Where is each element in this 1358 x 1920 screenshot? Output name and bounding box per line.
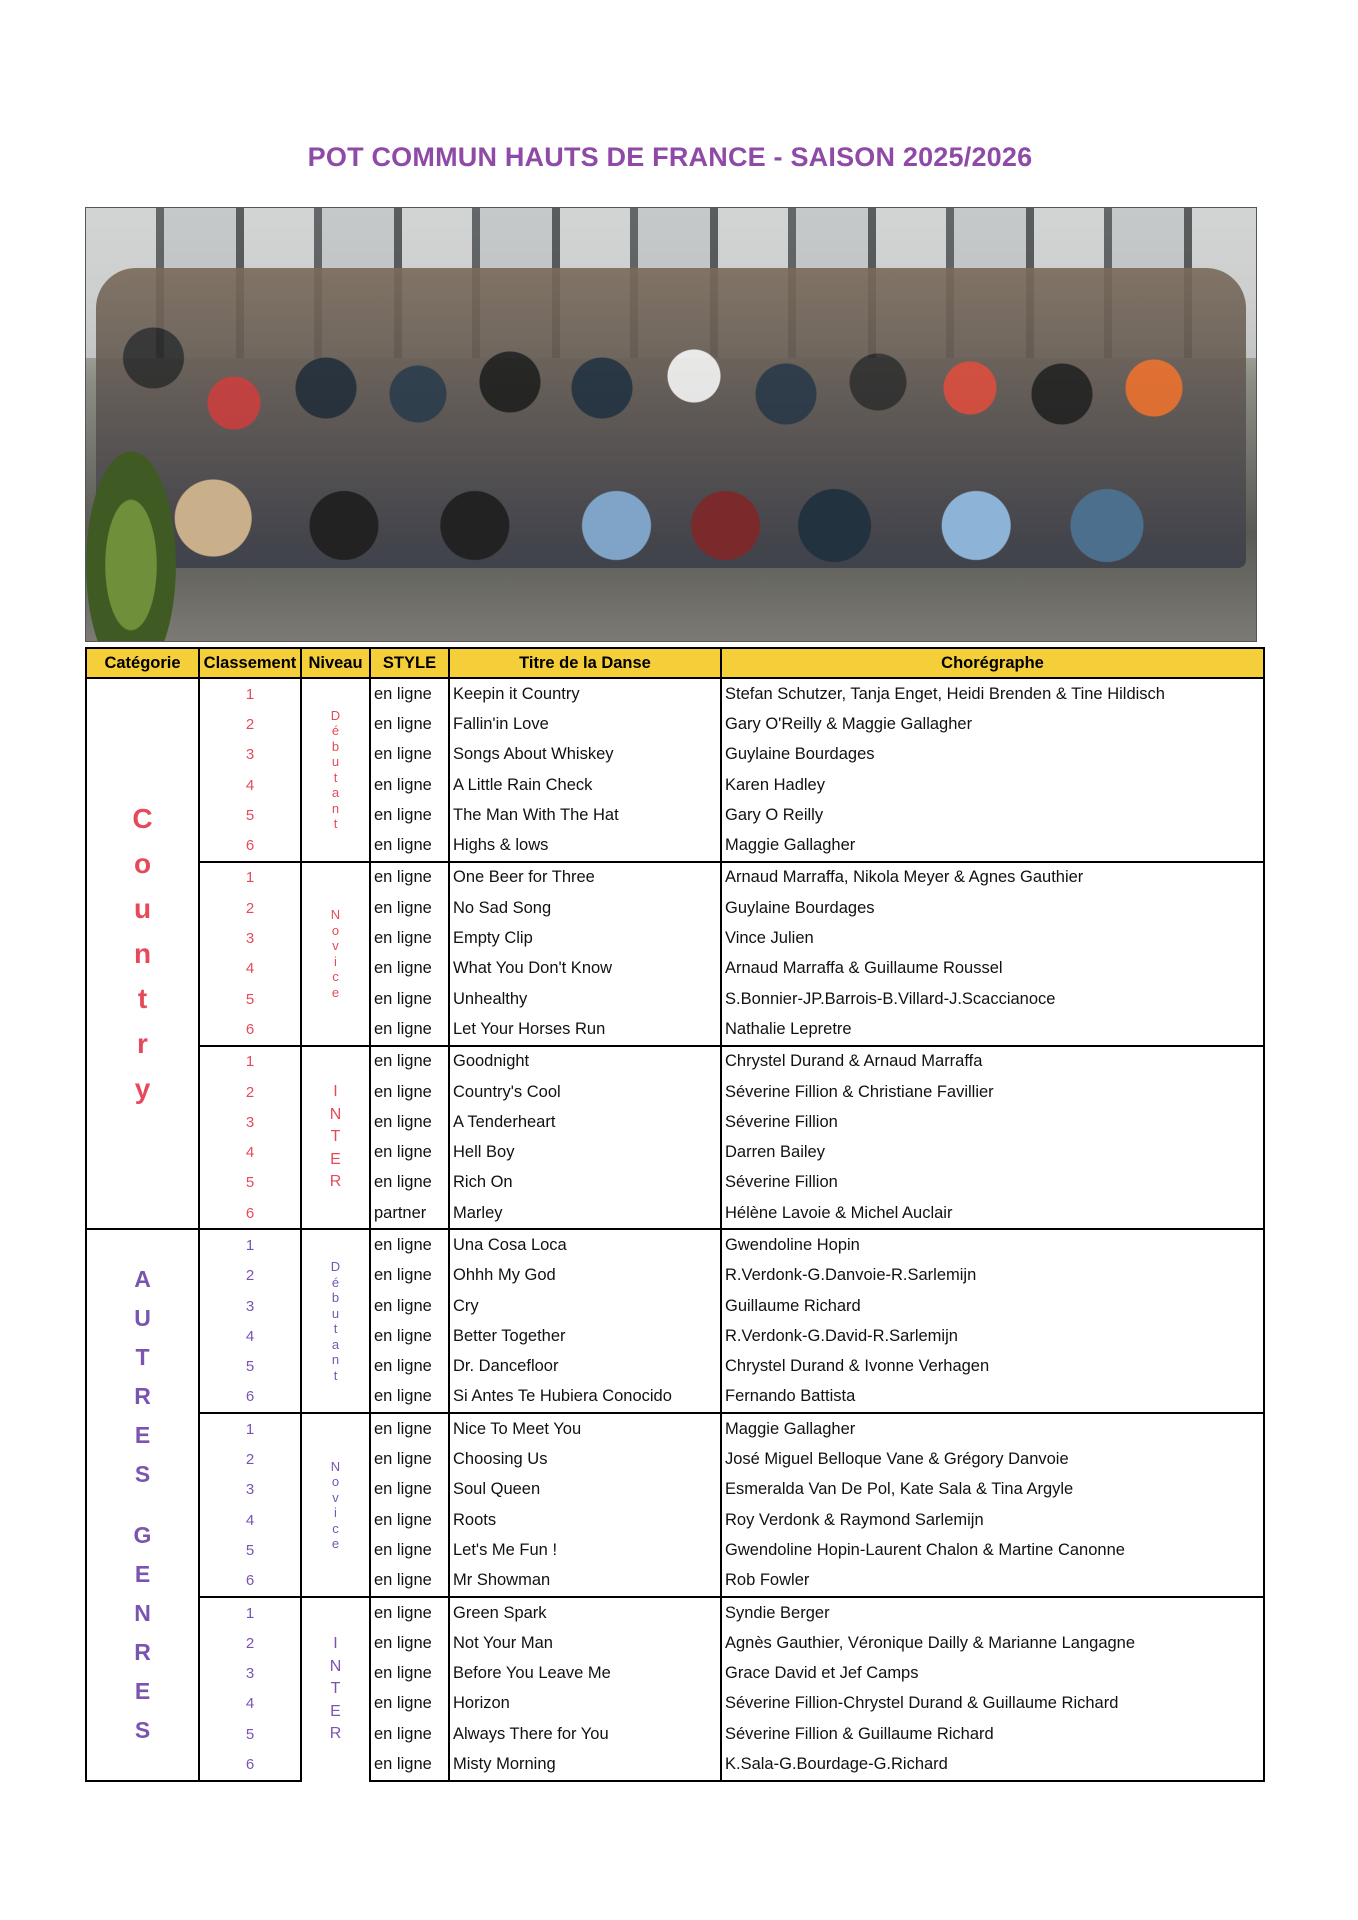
style-cell: en ligne [370, 1535, 449, 1565]
table-row [86, 1291, 1264, 1321]
choreographer-cell: Darren Bailey [721, 1137, 1264, 1167]
style-cell: en ligne [370, 1168, 449, 1198]
choreographer-cell: Rob Fowler [721, 1566, 1264, 1597]
rank-cell: 4 [199, 1321, 301, 1351]
choreographer-cell: Guylaine Bourdages [721, 893, 1264, 923]
level-letter: N [329, 1105, 342, 1123]
choreographer-cell: Gary O'Reilly & Maggie Gallagher [721, 709, 1264, 739]
category-letter: C [132, 803, 153, 835]
style-cell: en ligne [370, 1137, 449, 1167]
table-row [86, 1628, 1264, 1658]
dance-title-cell: Goodnight [449, 1046, 721, 1077]
table-row [86, 1137, 1264, 1167]
level-letter: u [331, 1305, 340, 1321]
dance-title-cell: Misty Morning [449, 1749, 721, 1780]
choreographer-cell: Séverine Fillion & Christiane Favillier [721, 1077, 1264, 1107]
choreographer-cell: Chrystel Durand & Arnaud Marraffa [721, 1046, 1264, 1077]
rank-cell: 2 [199, 1077, 301, 1107]
level-letter: N [330, 1458, 341, 1474]
choreographer-cell: Chrystel Durand & Ivonne Verhagen [721, 1352, 1264, 1382]
category-letter: S [134, 1461, 151, 1488]
dance-title-cell: Cry [449, 1291, 721, 1321]
choreographer-cell: Séverine Fillion [721, 1107, 1264, 1137]
table-row [86, 1719, 1264, 1749]
choreographer-cell: Grace David et Jef Camps [721, 1659, 1264, 1689]
category-letter: T [135, 1344, 150, 1371]
level-letter: n [331, 800, 340, 816]
style-cell: en ligne [370, 1628, 449, 1658]
dance-title-cell: What You Don't Know [449, 954, 721, 984]
table-row [86, 1413, 1264, 1444]
dance-title-cell: Ohhh My God [449, 1261, 721, 1291]
category-letter: y [134, 1073, 151, 1105]
dance-title-cell: Soul Queen [449, 1475, 721, 1505]
level-letter: e [331, 984, 340, 1000]
table-row [86, 709, 1264, 739]
rank-cell: 6 [199, 1198, 301, 1229]
choreographer-cell: Séverine Fillion & Guillaume Richard [721, 1719, 1264, 1749]
choreographer-cell: Vince Julien [721, 923, 1264, 953]
dance-title-cell: Unhealthy [449, 984, 721, 1014]
style-cell: en ligne [370, 954, 449, 984]
table-row [86, 1444, 1264, 1474]
table-row [86, 1198, 1264, 1229]
level-letter: I [333, 1083, 338, 1101]
style-cell: en ligne [370, 678, 449, 709]
category-letter: R [134, 1639, 151, 1666]
rank-cell: 4 [199, 770, 301, 800]
style-cell: en ligne [370, 1475, 449, 1505]
dance-title-cell: Una Cosa Loca [449, 1229, 721, 1260]
level-letter: t [333, 816, 338, 832]
category-letter: n [133, 938, 152, 970]
table-row [86, 800, 1264, 830]
style-cell: en ligne [370, 800, 449, 830]
style-cell: en ligne [370, 1413, 449, 1444]
choreographer-cell: Maggie Gallagher [721, 830, 1264, 861]
rank-cell: 6 [199, 1566, 301, 1597]
rank-cell: 3 [199, 923, 301, 953]
style-cell: en ligne [370, 893, 449, 923]
dance-title-cell: Keepin it Country [449, 678, 721, 709]
rank-cell: 5 [199, 800, 301, 830]
style-cell: en ligne [370, 1046, 449, 1077]
choreographer-cell: Fernando Battista [721, 1382, 1264, 1413]
style-cell: en ligne [370, 923, 449, 953]
dance-title-cell: Horizon [449, 1689, 721, 1719]
rank-cell: 3 [199, 1659, 301, 1689]
level-letter: é [331, 1274, 340, 1290]
rank-cell: 1 [199, 678, 301, 709]
table-row [86, 1382, 1264, 1413]
table-row [86, 770, 1264, 800]
level-letter: i [334, 1505, 337, 1521]
choreographer-cell: Esmeralda Van De Pol, Kate Sala & Tina Argyle [721, 1475, 1264, 1505]
dance-title-cell: Dr. Dancefloor [449, 1352, 721, 1382]
category-letter: R [134, 1383, 151, 1410]
dance-title-cell: No Sad Song [449, 893, 721, 923]
dance-table [85, 647, 1265, 1782]
choreographer-cell: Syndie Berger [721, 1597, 1264, 1628]
rank-cell: 3 [199, 1107, 301, 1137]
style-cell: en ligne [370, 1077, 449, 1107]
table-row [86, 830, 1264, 861]
style-cell: en ligne [370, 1014, 449, 1045]
choreographer-cell: Stefan Schutzer, Tanja Enget, Heidi Brenden & Tine Hildisch [721, 678, 1264, 709]
choreographer-cell: Gary O Reilly [721, 800, 1264, 830]
table-row [86, 1475, 1264, 1505]
dance-title-cell: Rich On [449, 1168, 721, 1198]
table-row [86, 1229, 1264, 1260]
rank-cell: 6 [199, 1014, 301, 1045]
style-cell: en ligne [370, 1261, 449, 1291]
choreographer-cell: Séverine Fillion-Chrystel Durand & Guillaume Richard [721, 1689, 1264, 1719]
table-row [86, 1046, 1264, 1077]
choreographer-cell: José Miguel Belloque Vane & Grégory Danvoie [721, 1444, 1264, 1474]
rank-cell: 4 [199, 1689, 301, 1719]
dance-title-cell: Not Your Man [449, 1628, 721, 1658]
level-letter: E [330, 1150, 341, 1168]
level-letter: c [332, 969, 339, 985]
table-row [86, 1321, 1264, 1351]
photo-front-row [126, 458, 1216, 608]
category-letter: E [134, 1678, 151, 1705]
category-letter [90, 1494, 195, 1516]
header-style: STYLE [370, 648, 449, 678]
rank-cell: 2 [199, 1444, 301, 1474]
style-cell: en ligne [370, 1107, 449, 1137]
style-cell: en ligne [370, 984, 449, 1014]
level-inter [301, 1046, 370, 1230]
choreographer-cell: Roy Verdonk & Raymond Sarlemijn [721, 1505, 1264, 1535]
dance-title-cell: Roots [449, 1505, 721, 1535]
rank-cell: 5 [199, 1352, 301, 1382]
dance-title-cell: Always There for You [449, 1719, 721, 1749]
level-letter: N [329, 1657, 342, 1675]
table-row [86, 1505, 1264, 1535]
table-row [86, 1168, 1264, 1198]
style-cell: en ligne [370, 1597, 449, 1628]
level-letter: D [330, 707, 341, 723]
category-letter: E [134, 1561, 151, 1588]
table-row [86, 1261, 1264, 1291]
dance-title-cell: Hell Boy [449, 1137, 721, 1167]
rank-cell: 2 [199, 1261, 301, 1291]
category-letter: U [134, 1305, 151, 1332]
rank-cell: 5 [199, 1168, 301, 1198]
level-letter: E [330, 1702, 341, 1720]
rank-cell: 4 [199, 1505, 301, 1535]
rank-cell: 3 [199, 1291, 301, 1321]
dance-title-cell: One Beer for Three [449, 862, 721, 893]
table-row [86, 1659, 1264, 1689]
level-debutant [301, 1229, 370, 1413]
style-cell: en ligne [370, 1321, 449, 1351]
category-letter: S [134, 1717, 151, 1744]
level-letter: R [329, 1725, 342, 1743]
choreographer-cell: Arnaud Marraffa & Guillaume Roussel [721, 954, 1264, 984]
level-letter: v [332, 938, 339, 954]
table-row [86, 1566, 1264, 1597]
level-inter [301, 1597, 370, 1781]
style-cell: en ligne [370, 1566, 449, 1597]
photo-plants [86, 451, 176, 641]
style-cell: en ligne [370, 1352, 449, 1382]
choreographer-cell: Séverine Fillion [721, 1168, 1264, 1198]
header-classement: Classement [199, 648, 301, 678]
level-letter: T [330, 1128, 341, 1146]
table-row [86, 923, 1264, 953]
page-title: POT COMMUN HAUTS DE FRANCE - SAISON 2025/2026 [307, 142, 1033, 172]
level-letter: t [333, 1321, 338, 1337]
category-country [86, 678, 199, 1229]
level-letter: t [333, 769, 338, 785]
rank-cell: 5 [199, 1719, 301, 1749]
level-letter: é [331, 723, 340, 739]
choreographer-cell: R.Verdonk-G.David-R.Sarlemijn [721, 1321, 1264, 1351]
dance-title-cell: Country's Cool [449, 1077, 721, 1107]
level-letter: T [330, 1680, 341, 1698]
choreographer-cell: Gwendoline Hopin-Laurent Chalon & Martine Canonne [721, 1535, 1264, 1565]
category-letter: A [134, 1266, 151, 1293]
style-cell: en ligne [370, 1719, 449, 1749]
table-row [86, 954, 1264, 984]
category-autres-genres [86, 1229, 199, 1780]
category-letter: o [133, 848, 152, 880]
rank-cell: 6 [199, 1382, 301, 1413]
choreographer-cell: Gwendoline Hopin [721, 1229, 1264, 1260]
style-cell: en ligne [370, 1659, 449, 1689]
dance-title-cell: Mr Showman [449, 1566, 721, 1597]
choreographer-cell: Maggie Gallagher [721, 1413, 1264, 1444]
table-row [86, 984, 1264, 1014]
header-titre: Titre de la Danse [449, 648, 721, 678]
choreographer-cell: Guylaine Bourdages [721, 740, 1264, 770]
style-cell: en ligne [370, 1229, 449, 1260]
style-cell: en ligne [370, 830, 449, 861]
header-categorie: Catégorie [86, 648, 199, 678]
rank-cell: 6 [199, 830, 301, 861]
dance-title-cell: Let's Me Fun ! [449, 1535, 721, 1565]
level-letter: n [331, 1352, 340, 1368]
dance-title-cell: Nice To Meet You [449, 1413, 721, 1444]
rank-cell: 1 [199, 1046, 301, 1077]
category-letter: u [133, 893, 152, 925]
level-letter: u [331, 754, 340, 770]
dance-title-cell: Green Spark [449, 1597, 721, 1628]
level-letter: t [333, 1367, 338, 1383]
rank-cell: 4 [199, 1137, 301, 1167]
dance-title-cell: Highs & lows [449, 830, 721, 861]
choreographer-cell: Guillaume Richard [721, 1291, 1264, 1321]
choreographer-cell: Hélène Lavoie & Michel Auclair [721, 1198, 1264, 1229]
table-row [86, 740, 1264, 770]
table-header-row [86, 648, 1264, 678]
level-debutant [301, 678, 370, 862]
choreographer-cell: S.Bonnier-JP.Barrois-B.Villard-J.Scaccianoce [721, 984, 1264, 1014]
rank-cell: 3 [199, 740, 301, 770]
rank-cell: 5 [199, 984, 301, 1014]
style-cell: partner [370, 1198, 449, 1229]
choreographer-cell: Karen Hadley [721, 770, 1264, 800]
table-body [86, 678, 1264, 1781]
table-row [86, 1107, 1264, 1137]
dance-title-cell: Let Your Horses Run [449, 1014, 721, 1045]
category-letter: E [134, 1422, 151, 1449]
table-row [86, 1352, 1264, 1382]
dance-title-cell: Marley [449, 1198, 721, 1229]
level-letter: a [331, 1336, 340, 1352]
style-cell: en ligne [370, 862, 449, 893]
rank-cell: 2 [199, 1628, 301, 1658]
rank-cell: 1 [199, 862, 301, 893]
choreographer-cell: K.Sala-G.Bourdage-G.Richard [721, 1749, 1264, 1780]
level-letter: o [331, 1474, 340, 1490]
dance-title-cell: A Tenderheart [449, 1107, 721, 1137]
rank-cell: 1 [199, 1413, 301, 1444]
style-cell: en ligne [370, 1689, 449, 1719]
table-row [86, 1077, 1264, 1107]
choreographer-cell: Nathalie Lepretre [721, 1014, 1264, 1045]
choreographer-cell: Arnaud Marraffa, Nikola Meyer & Agnes Gauthier [721, 862, 1264, 893]
level-letter: a [331, 785, 340, 801]
rank-cell: 4 [199, 954, 301, 984]
header-niveau: Niveau [301, 648, 370, 678]
category-letter: G [133, 1522, 152, 1549]
level-letter: b [331, 1290, 340, 1306]
dance-title-cell: Fallin'in Love [449, 709, 721, 739]
table-row [86, 893, 1264, 923]
style-cell: en ligne [370, 709, 449, 739]
level-novice [301, 862, 370, 1046]
level-letter: i [334, 953, 337, 969]
rank-cell: 6 [199, 1749, 301, 1780]
rank-cell: 1 [199, 1597, 301, 1628]
level-letter: b [331, 738, 340, 754]
level-letter: R [329, 1173, 342, 1191]
dance-title-cell: Songs About Whiskey [449, 740, 721, 770]
table-row [86, 862, 1264, 893]
group-photo [85, 207, 1257, 642]
table-row [86, 1749, 1264, 1780]
level-letter: o [331, 922, 340, 938]
level-letter: e [331, 1536, 340, 1552]
rank-cell: 5 [199, 1535, 301, 1565]
dance-title-cell: Choosing Us [449, 1444, 721, 1474]
level-letter: v [332, 1489, 339, 1505]
category-letter: N [134, 1600, 151, 1627]
style-cell: en ligne [370, 770, 449, 800]
rank-cell: 2 [199, 709, 301, 739]
rank-cell: 2 [199, 893, 301, 923]
rank-cell: 3 [199, 1475, 301, 1505]
table-row [86, 1014, 1264, 1045]
dance-title-cell: Before You Leave Me [449, 1659, 721, 1689]
dance-title-cell: Better Together [449, 1321, 721, 1351]
header-choregraphe: Chorégraphe [721, 648, 1264, 678]
style-cell: en ligne [370, 1505, 449, 1535]
dance-title-cell: The Man With The Hat [449, 800, 721, 830]
style-cell: en ligne [370, 1444, 449, 1474]
level-novice [301, 1413, 370, 1597]
table-row [86, 1535, 1264, 1565]
level-letter: N [330, 907, 341, 923]
dance-title-cell: Si Antes Te Hubiera Conocido [449, 1382, 721, 1413]
category-letter: r [137, 1028, 148, 1060]
level-letter: I [333, 1635, 338, 1653]
rank-cell: 1 [199, 1229, 301, 1260]
table-row [86, 678, 1264, 709]
dance-title-cell: Empty Clip [449, 923, 721, 953]
style-cell: en ligne [370, 740, 449, 770]
choreographer-cell: Agnès Gauthier, Véronique Dailly & Marianne Langagne [721, 1628, 1264, 1658]
table-row [86, 1597, 1264, 1628]
choreographer-cell: R.Verdonk-G.Danvoie-R.Sarlemijn [721, 1261, 1264, 1291]
style-cell: en ligne [370, 1291, 449, 1321]
dance-title-cell: A Little Rain Check [449, 770, 721, 800]
level-letter: D [330, 1259, 341, 1275]
table-row [86, 1689, 1264, 1719]
style-cell: en ligne [370, 1749, 449, 1780]
category-letter: t [137, 983, 148, 1015]
style-cell: en ligne [370, 1382, 449, 1413]
level-letter: c [332, 1520, 339, 1536]
